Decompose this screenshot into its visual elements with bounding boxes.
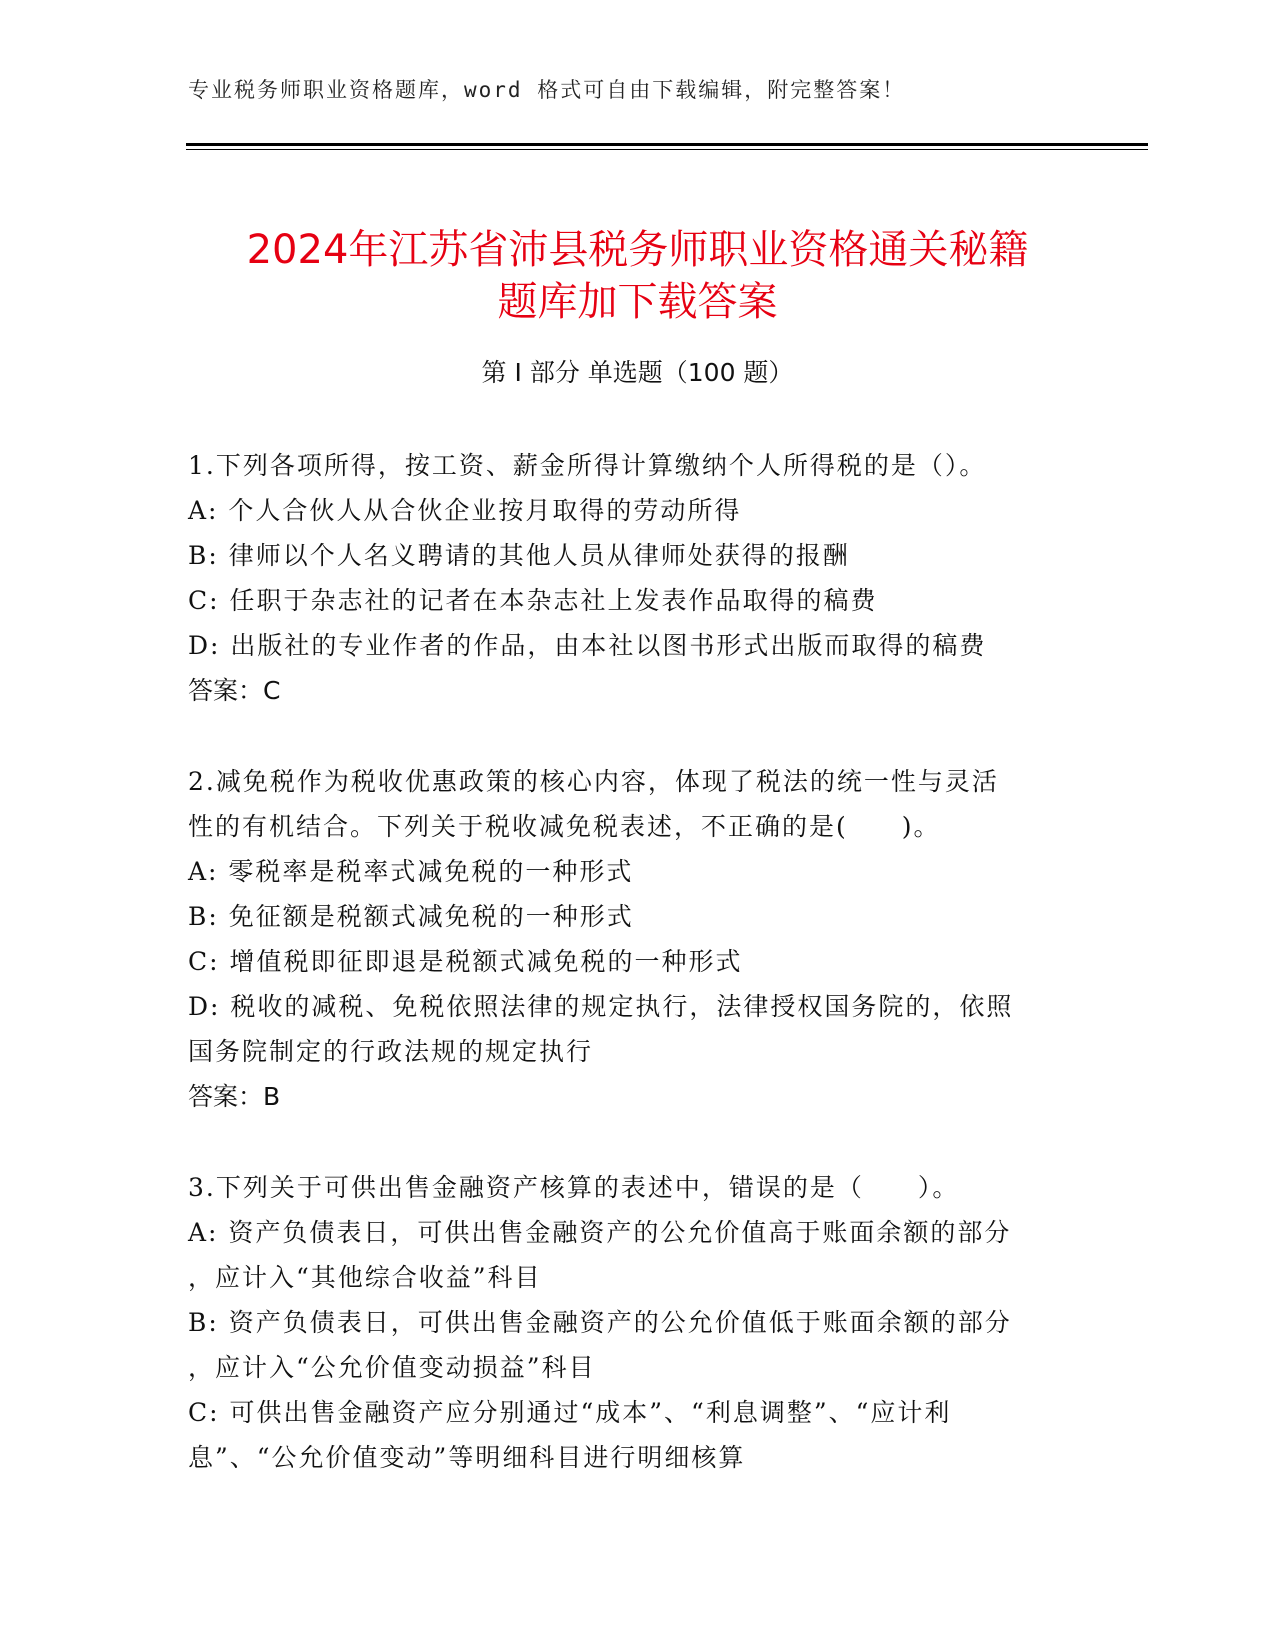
answer-label: 答案：B	[188, 1082, 281, 1111]
question-item	[188, 759, 1068, 1119]
option-c: C: 增值税即征即退是税额式减免税的一种形式	[188, 947, 743, 976]
option-a: A: 资产负债表日，可供出售金融资产的公允价值高于账面余额的部分	[188, 1218, 1012, 1247]
option-d: D: 出版社的专业作者的作品，由本社以图书形式出版而取得的稿费	[188, 631, 987, 660]
option-b: B: 免征额是税额式减免税的一种形式	[188, 902, 634, 931]
question-item	[188, 443, 1068, 713]
question-stem: 1.下列各项所得，按工资、薪金所得计算缴纳个人所得税的是（）。	[188, 451, 987, 480]
title-line-2: 题库加下载答案	[497, 278, 778, 325]
option-d: D: 税收的减税、免税依照法律的规定执行，法律授权国务院的，依照	[188, 992, 1014, 1021]
option-a: A: 个人合伙人从合伙企业按月取得的劳动所得	[188, 496, 742, 525]
title-line-1: 2024年江苏省沛县税务师职业资格通关秘籍	[246, 226, 1029, 273]
option-c: C: 任职于杂志社的记者在本杂志社上发表作品取得的稿费	[188, 586, 878, 615]
option-b: B: 资产负债表日，可供出售金融资产的公允价值低于账面余额的部分	[188, 1308, 1012, 1337]
question-stem: 2.减免税作为税收优惠政策的核心内容，体现了税法的统一性与灵活	[188, 767, 999, 796]
option-c-continued: 息”、“公允价值变动”等明细科目进行明细核算	[188, 1443, 746, 1472]
option-b-continued: ，应计入“公允价值变动损益”科目	[188, 1353, 596, 1382]
document-title	[150, 224, 1125, 328]
header-note: 专业税务师职业资格题库，word 格式可自由下载编辑，附完整答案！	[188, 78, 906, 102]
option-c: C: 可供出售金融资产应分别通过“成本”、“利息调整”、“应计利	[188, 1398, 952, 1427]
question-list	[188, 443, 1068, 1526]
option-b: B: 律师以个人名义聘请的其他人员从律师处获得的报酬	[188, 541, 850, 570]
answer-label: 答案：C	[188, 676, 281, 705]
option-a: A: 零税率是税率式减免税的一种形式	[188, 857, 634, 886]
question-item	[188, 1165, 1068, 1480]
question-stem: 3.下列关于可供出售金融资产核算的表述中，错误的是（ ）。	[188, 1173, 960, 1202]
header-rule-thin	[186, 149, 1148, 150]
question-stem-continued: 性的有机结合。下列关于税收减免税表述，不正确的是( )。	[188, 812, 941, 841]
section-title: 第 I 部分 单选题（100 题）	[481, 358, 794, 387]
header-rule-thick	[186, 143, 1148, 146]
option-d-continued: 国务院制定的行政法规的规定执行	[188, 1037, 594, 1066]
option-a-continued: ，应计入“其他综合收益”科目	[188, 1263, 542, 1292]
